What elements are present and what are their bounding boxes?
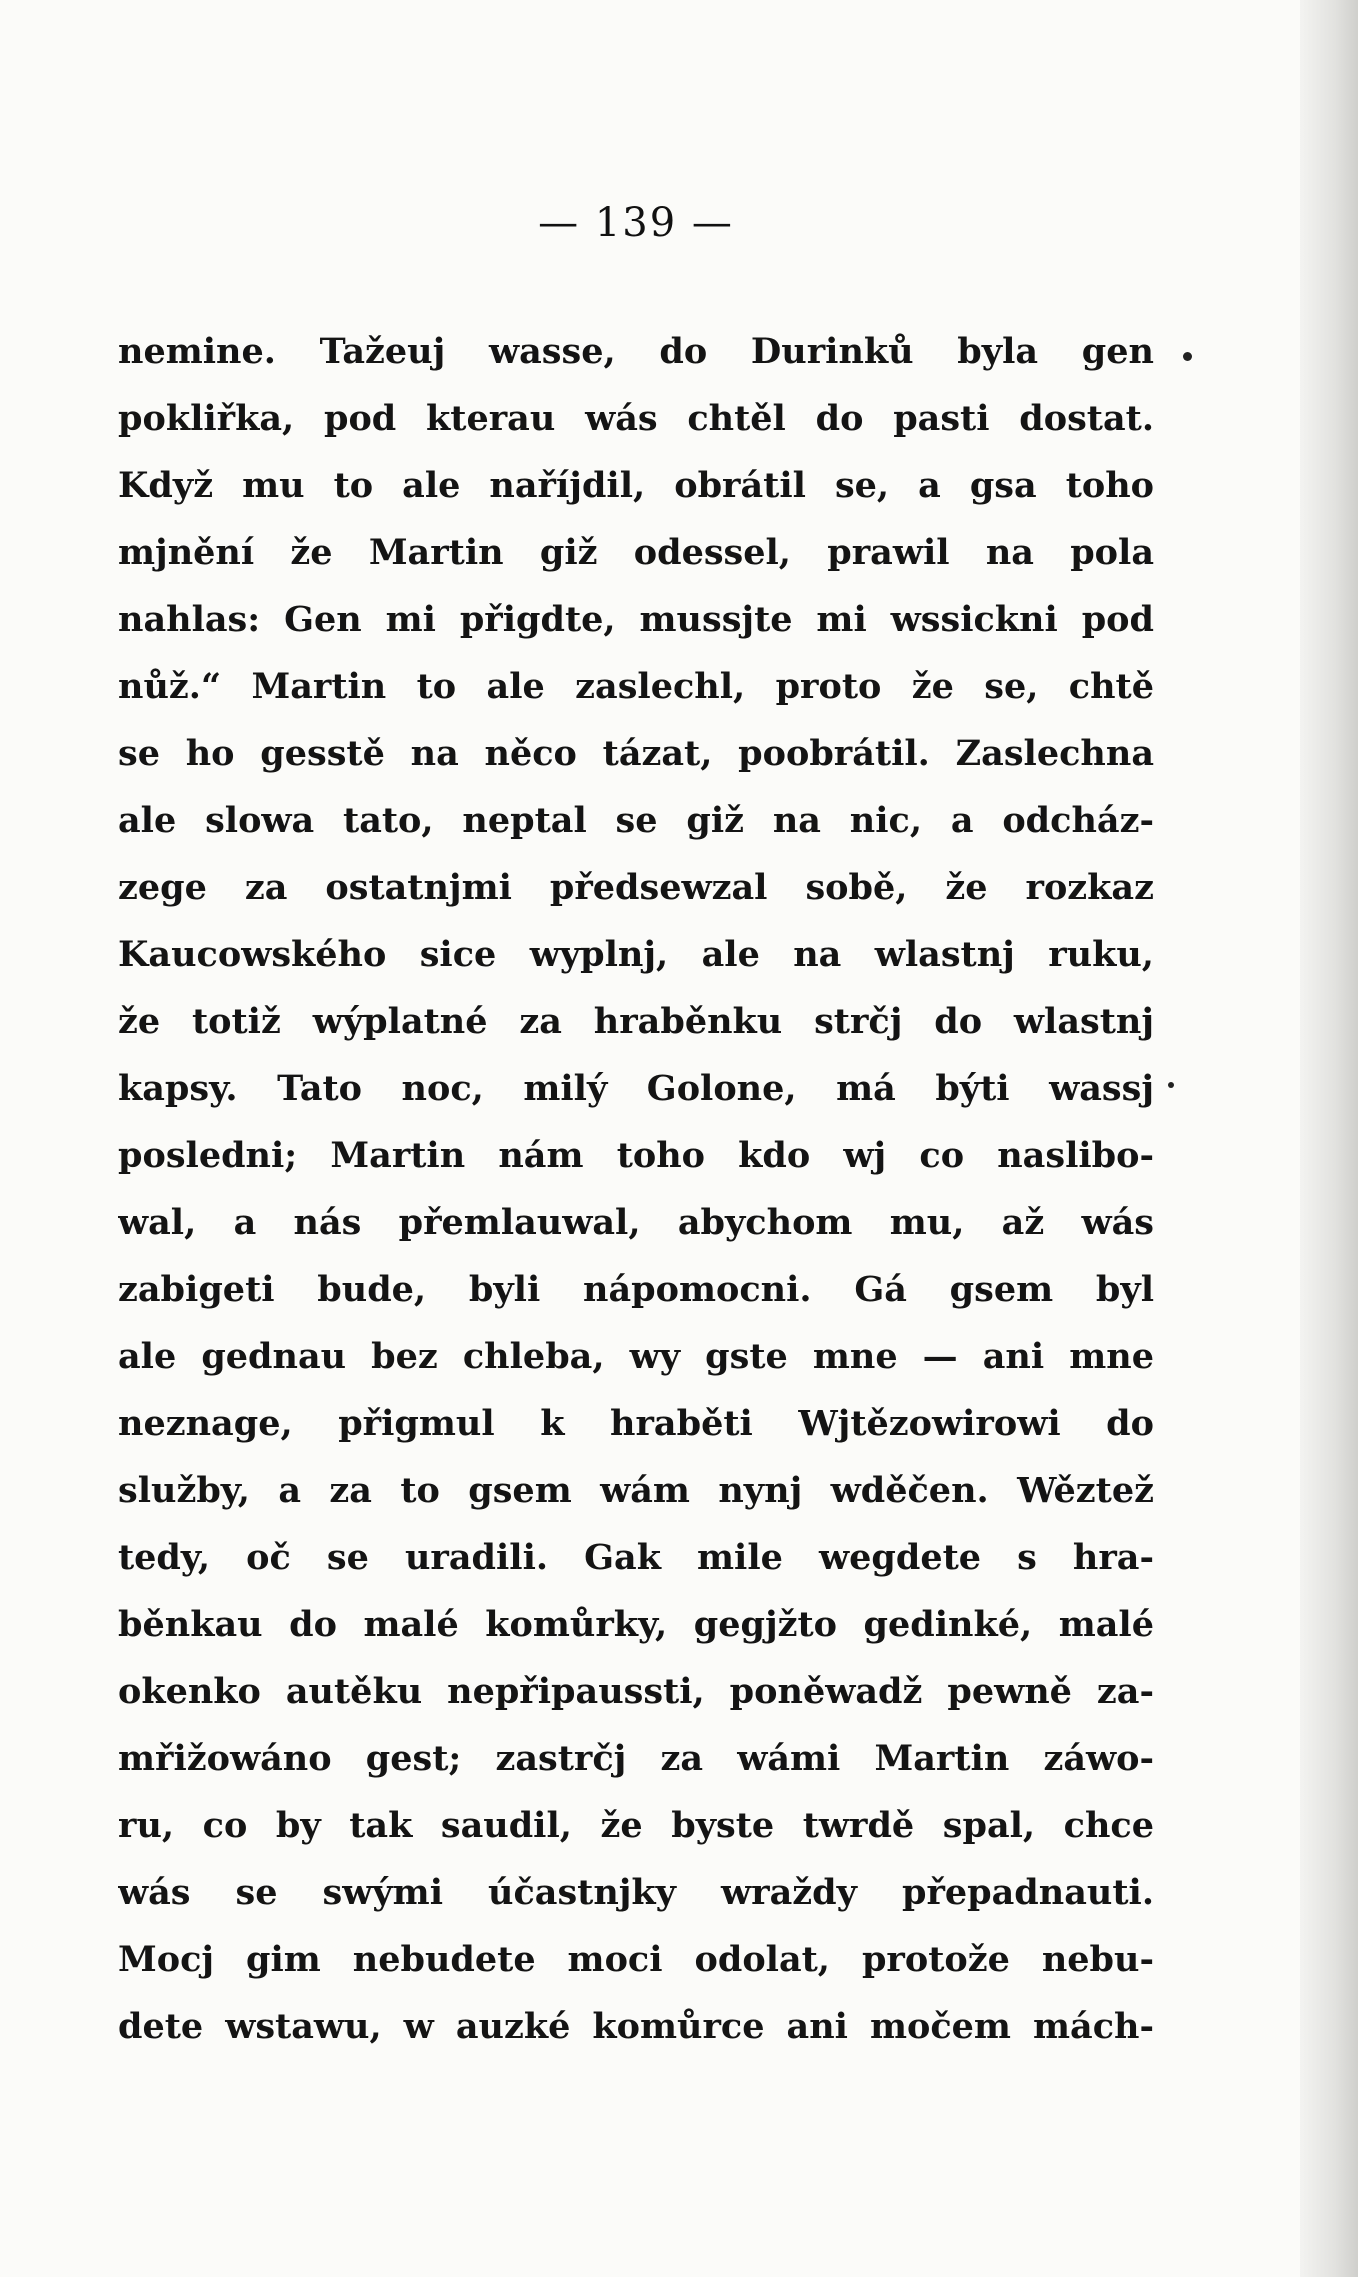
text-line: ru, co by tak saudil, že byste twrdě spal, chce <box>118 1805 1154 1846</box>
text-line: mřižowáno gest; zastrčj za wámi Martin záwo- <box>118 1738 1154 1779</box>
text-line: okenko autěku nepřipaussti, poněwadž pewně za- <box>118 1671 1154 1712</box>
text-line: ale gednau bez chleba, wy gste mne — ani mne <box>118 1336 1154 1377</box>
binding-edge <box>1300 0 1358 2277</box>
text-line: pokliřka, pod kterau wás chtěl do pasti dostat. <box>118 398 1154 439</box>
text-line: nahlas: Gen mi přigdte, mussjte mi wssickni pod <box>118 599 1154 640</box>
text-line: neznage, přigmul k hraběti Wjtězowirowi do <box>118 1403 1154 1444</box>
text-line: běnkau do malé komůrky, gegjžto gedinké, malé <box>118 1604 1154 1645</box>
text-line: že totiž wýplatné za hraběnku strčj do wlastnj <box>118 1001 1154 1042</box>
text-line: nůž.“ Martin to ale zaslechl, proto že se, chtě <box>118 666 1154 707</box>
text-line: Kaucowského sice wyplnj, ale na wlastnj ruku, <box>118 934 1154 975</box>
text-line: wás se swými účastnjky wraždy přepadnauti. <box>118 1872 1154 1913</box>
page-number: — 139 — <box>538 200 734 246</box>
ink-speck <box>1168 1082 1174 1088</box>
text-line: kapsy. Tato noc, milý Golone, má býti wassj <box>118 1068 1154 1109</box>
text-line: tedy, oč se uradili. Gak mile wegdete s hra- <box>118 1537 1154 1578</box>
text-line: se ho gesstě na něco tázat, poobrátil. Zaslechna <box>118 733 1154 774</box>
text-line: posledni; Martin nám toho kdo wj co naslibo- <box>118 1135 1154 1176</box>
ink-speck <box>1183 352 1192 361</box>
text-line: Mocj gim nebudete moci odolat, protože nebu- <box>118 1939 1154 1980</box>
text-line: nemine. Tažeuj wasse, do Durinků byla gen <box>118 331 1154 372</box>
text-line: Když mu to ale naříjdil, obrátil se, a gsa toho <box>118 465 1154 506</box>
text-line: dete wstawu, w auzké komůrce ani močem mách- <box>118 2006 1154 2047</box>
text-line: služby, a za to gsem wám nynj wděčen. Wěztež <box>118 1470 1154 1511</box>
text-line: mjnění že Martin giž odessel, prawil na pola <box>118 532 1154 573</box>
text-line: zege za ostatnjmi předsewzal sobě, že rozkaz <box>118 867 1154 908</box>
body-text <box>118 318 1154 2060</box>
text-line: ale slowa tato, neptal se giž na nic, a odcház- <box>118 800 1154 841</box>
text-line: wal, a nás přemlauwal, abychom mu, až wás <box>118 1202 1154 1243</box>
text-line: zabigeti bude, byli nápomocni. Gá gsem byl <box>118 1269 1154 1310</box>
page-content <box>118 200 1154 2047</box>
